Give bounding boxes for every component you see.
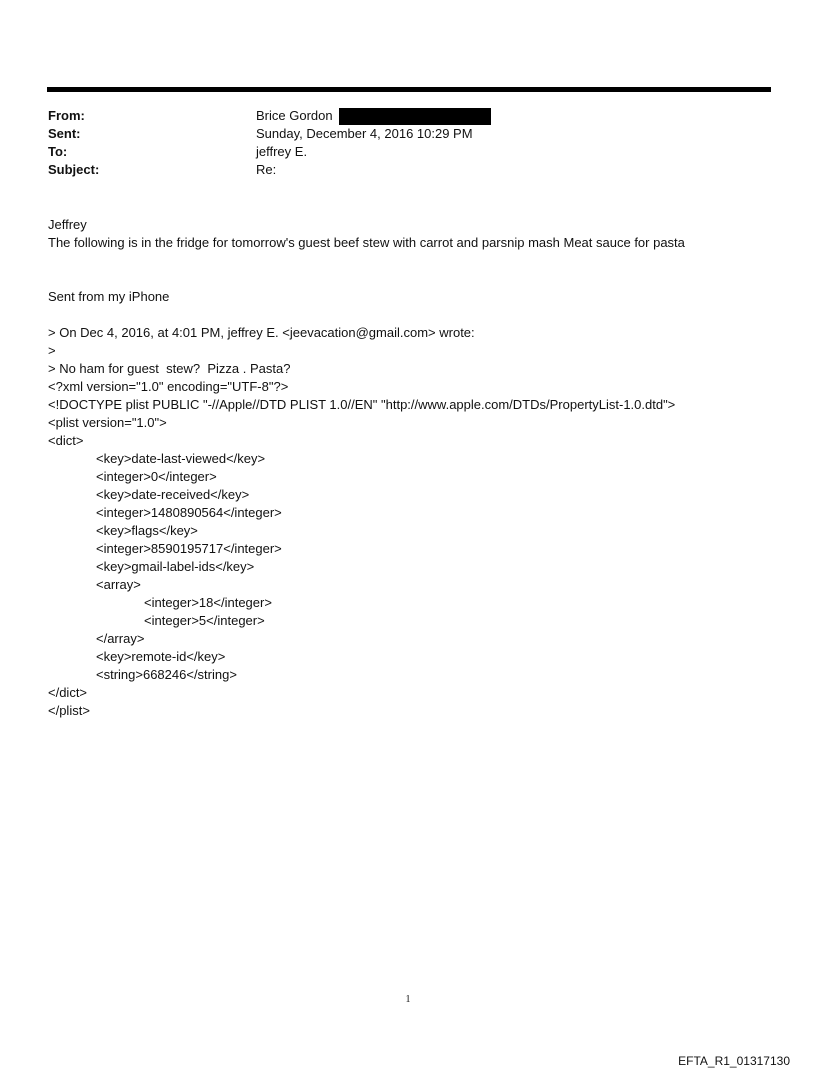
from-value-wrap <box>256 107 491 125</box>
plist-line: <integer>1480890564</integer> <box>96 505 282 520</box>
plist-line: <key>date-last-viewed</key> <box>96 451 266 466</box>
quote-blank: > <box>48 343 56 358</box>
subject-value: Re: <box>256 162 277 177</box>
plist-xml-declaration: <?xml version="1.0" encoding="UTF-8"?> <box>48 379 289 394</box>
plist-line: <integer>0</integer> <box>96 469 217 484</box>
plist-line: <integer>8590195717</integer> <box>96 541 282 556</box>
from-value: Brice Gordon <box>256 108 333 123</box>
spacer <box>48 252 788 288</box>
to-value: jeffrey E. <box>256 144 308 159</box>
plist-line: </array> <box>96 631 145 646</box>
plist-line: <array> <box>96 577 141 592</box>
plist-open-tag: <plist version="1.0"> <box>48 415 167 430</box>
email-header <box>48 107 768 179</box>
bates-number: EFTA_R1_01317130 <box>678 1054 790 1068</box>
sent-label: Sent: <box>48 126 81 141</box>
sent-value: Sunday, December 4, 2016 10:29 PM <box>256 126 473 141</box>
signature: Sent from my iPhone <box>48 289 170 304</box>
dict-open-tag: <dict> <box>48 433 84 448</box>
quote-text: > No ham for guest stew? Pizza . Pasta? <box>48 361 291 376</box>
plist-nested-line: <integer>18</integer> <box>144 595 272 610</box>
greeting: Jeffrey <box>48 217 87 232</box>
to-label: To: <box>48 144 68 159</box>
subject-label: Subject: <box>48 162 100 177</box>
plist-line: <key>remote-id</key> <box>96 649 226 664</box>
plist-nested-line: <integer>5</integer> <box>144 613 265 628</box>
plist-line: <key>date-received</key> <box>96 487 250 502</box>
subject-row <box>48 161 768 179</box>
redaction-box <box>339 108 491 125</box>
plist-close-tag: </plist> <box>48 703 90 718</box>
sent-row <box>48 125 768 143</box>
to-row <box>48 143 768 161</box>
plist-line: <key>flags</key> <box>96 523 198 538</box>
from-row <box>48 107 768 125</box>
page-number: 1 <box>405 994 411 1005</box>
from-label: From: <box>48 108 85 123</box>
spacer <box>48 306 788 324</box>
plist-doctype: <!DOCTYPE plist PUBLIC "-//Apple//DTD PLIST 1.0//EN" "http://www.apple.com/DTDs/PropertyList-1.0.dtd"> <box>48 397 676 412</box>
quote-intro: > On Dec 4, 2016, at 4:01 PM, jeffrey E. <jeevacation@gmail.com> wrote: <box>48 325 475 340</box>
dict-close-tag: </dict> <box>48 685 88 700</box>
plist-line: <string>668246</string> <box>96 667 237 682</box>
message-text: The following is in the fridge for tomorrow's guest beef stew with carrot and parsnip mash Meat sauce for pasta <box>48 235 685 250</box>
header-rule <box>47 87 771 92</box>
email-body <box>48 216 788 720</box>
plist-line: <key>gmail-label-ids</key> <box>96 559 255 574</box>
